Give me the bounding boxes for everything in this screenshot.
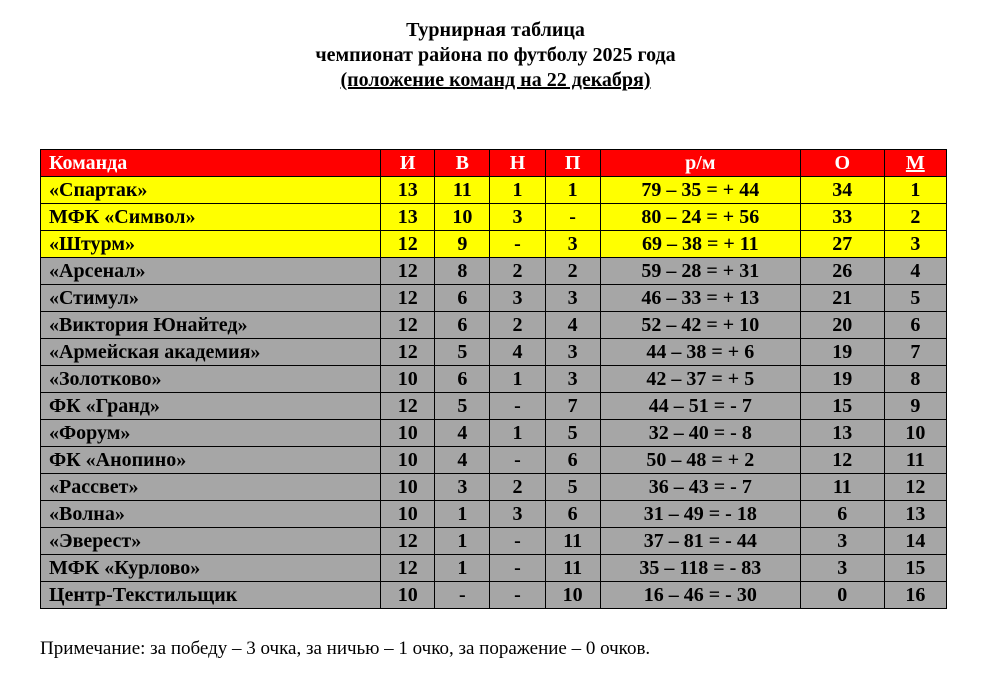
cell-losses: 3 [545,231,600,258]
cell-wins: 5 [435,339,490,366]
cell-points: 19 [800,339,884,366]
cell-draws: 3 [490,285,545,312]
table-row [41,258,947,285]
cell-games: 10 [381,501,435,528]
cell-wins: 8 [435,258,490,285]
cell-points: 13 [800,420,884,447]
cell-draws: 3 [490,204,545,231]
header-goals: р/м [600,150,800,177]
cell-draws: - [490,528,545,555]
cell-points: 3 [800,555,884,582]
cell-wins: 6 [435,366,490,393]
cell-points: 6 [800,501,884,528]
cell-goals: 37 – 81 = - 44 [600,528,800,555]
cell-goals: 31 – 49 = - 18 [600,501,800,528]
cell-losses: 3 [545,366,600,393]
cell-team: «Форум» [41,420,381,447]
cell-draws: - [490,231,545,258]
standings-table [40,149,947,609]
cell-draws: - [490,447,545,474]
table-row [41,474,947,501]
cell-losses: 5 [545,474,600,501]
cell-place: 11 [884,447,946,474]
cell-points: 34 [800,177,884,204]
cell-draws: - [490,555,545,582]
cell-goals: 32 – 40 = - 8 [600,420,800,447]
cell-place: 8 [884,366,946,393]
note: Примечание: за победу – 3 очка, за ничью – 1 очко, за поражение – 0 очков. [40,638,651,659]
cell-wins: 1 [435,528,490,555]
table-row [41,501,947,528]
cell-wins: 9 [435,231,490,258]
cell-losses: - [545,204,600,231]
cell-goals: 80 – 24 = + 56 [600,204,800,231]
cell-games: 10 [381,366,435,393]
table-row [41,285,947,312]
cell-games: 12 [381,555,435,582]
cell-points: 33 [800,204,884,231]
cell-team: «Спартак» [41,177,381,204]
cell-points: 15 [800,393,884,420]
cell-losses: 11 [545,528,600,555]
cell-wins: 4 [435,447,490,474]
cell-points: 12 [800,447,884,474]
table-row [41,312,947,339]
cell-goals: 50 – 48 = + 2 [600,447,800,474]
cell-wins: 10 [435,204,490,231]
cell-wins: 1 [435,501,490,528]
cell-team: «Волна» [41,501,381,528]
cell-wins: 1 [435,555,490,582]
cell-goals: 46 – 33 = + 13 [600,285,800,312]
cell-wins: 4 [435,420,490,447]
cell-losses: 3 [545,285,600,312]
cell-place: 4 [884,258,946,285]
cell-team: Центр-Текстильщик [41,582,381,609]
cell-team: «Арсенал» [41,258,381,285]
cell-place: 12 [884,474,946,501]
cell-wins: 6 [435,312,490,339]
header-team: Команда [41,150,381,177]
table-row [41,231,947,258]
cell-goals: 44 – 51 = - 7 [600,393,800,420]
cell-points: 3 [800,528,884,555]
cell-place: 14 [884,528,946,555]
cell-games: 10 [381,420,435,447]
cell-place: 2 [884,204,946,231]
cell-draws: 2 [490,312,545,339]
cell-place: 7 [884,339,946,366]
table-row [41,528,947,555]
cell-draws: 1 [490,177,545,204]
cell-goals: 59 – 28 = + 31 [600,258,800,285]
header-games: И [381,150,435,177]
cell-place: 13 [884,501,946,528]
cell-draws: - [490,393,545,420]
cell-games: 12 [381,231,435,258]
cell-points: 27 [800,231,884,258]
cell-points: 20 [800,312,884,339]
cell-team: «Золотково» [41,366,381,393]
title-line-3: (положение команд на 22 декабря) [340,69,651,91]
cell-team: «Эверест» [41,528,381,555]
cell-place: 5 [884,285,946,312]
cell-losses: 1 [545,177,600,204]
table-row [41,366,947,393]
cell-games: 10 [381,447,435,474]
table-row [41,393,947,420]
cell-points: 19 [800,366,884,393]
cell-losses: 6 [545,447,600,474]
cell-place: 3 [884,231,946,258]
cell-team: «Армейская академия» [41,339,381,366]
cell-draws: 2 [490,258,545,285]
cell-points: 21 [800,285,884,312]
cell-wins: 3 [435,474,490,501]
cell-games: 12 [381,393,435,420]
cell-team: «Рассвет» [41,474,381,501]
title-line-1: Турнирная таблица [406,19,585,41]
cell-draws: - [490,582,545,609]
cell-place: 1 [884,177,946,204]
cell-place: 6 [884,312,946,339]
cell-games: 10 [381,474,435,501]
cell-points: 0 [800,582,884,609]
cell-draws: 1 [490,420,545,447]
standings-body [41,177,947,609]
cell-losses: 5 [545,420,600,447]
title-block [0,18,991,93]
cell-points: 11 [800,474,884,501]
cell-games: 12 [381,312,435,339]
header-points: О [800,150,884,177]
cell-place: 9 [884,393,946,420]
cell-team: МФК «Символ» [41,204,381,231]
cell-goals: 35 – 118 = - 83 [600,555,800,582]
cell-goals: 79 – 35 = + 44 [600,177,800,204]
title-line-2: чемпионат района по футболу 2025 года [315,44,676,66]
cell-losses: 7 [545,393,600,420]
header-draws: Н [490,150,545,177]
table-row [41,177,947,204]
cell-team: ФК «Анопино» [41,447,381,474]
table-row [41,204,947,231]
cell-games: 12 [381,339,435,366]
table-row [41,339,947,366]
cell-wins: - [435,582,490,609]
cell-team: «Стимул» [41,285,381,312]
cell-place: 16 [884,582,946,609]
cell-games: 12 [381,528,435,555]
cell-losses: 10 [545,582,600,609]
cell-goals: 16 – 46 = - 30 [600,582,800,609]
header-losses: П [545,150,600,177]
table-row [41,582,947,609]
header-place-label: М [905,152,925,174]
table-header-row [41,150,947,177]
table-row [41,555,947,582]
cell-goals: 69 – 38 = + 11 [600,231,800,258]
cell-games: 13 [381,204,435,231]
table-row [41,447,947,474]
cell-losses: 6 [545,501,600,528]
cell-wins: 11 [435,177,490,204]
cell-team: «Штурм» [41,231,381,258]
cell-draws: 4 [490,339,545,366]
header-wins: В [435,150,490,177]
cell-games: 13 [381,177,435,204]
cell-losses: 4 [545,312,600,339]
cell-wins: 5 [435,393,490,420]
cell-goals: 52 – 42 = + 10 [600,312,800,339]
cell-games: 12 [381,285,435,312]
cell-goals: 42 – 37 = + 5 [600,366,800,393]
cell-goals: 36 – 43 = - 7 [600,474,800,501]
cell-goals: 44 – 38 = + 6 [600,339,800,366]
cell-games: 10 [381,582,435,609]
cell-team: ФК «Гранд» [41,393,381,420]
cell-points: 26 [800,258,884,285]
cell-losses: 3 [545,339,600,366]
cell-team: МФК «Курлово» [41,555,381,582]
cell-place: 15 [884,555,946,582]
cell-losses: 2 [545,258,600,285]
table-row [41,420,947,447]
cell-losses: 11 [545,555,600,582]
cell-team: «Виктория Юнайтед» [41,312,381,339]
cell-place: 10 [884,420,946,447]
cell-draws: 1 [490,366,545,393]
header-place [884,150,946,177]
cell-wins: 6 [435,285,490,312]
cell-draws: 3 [490,501,545,528]
cell-draws: 2 [490,474,545,501]
cell-games: 12 [381,258,435,285]
